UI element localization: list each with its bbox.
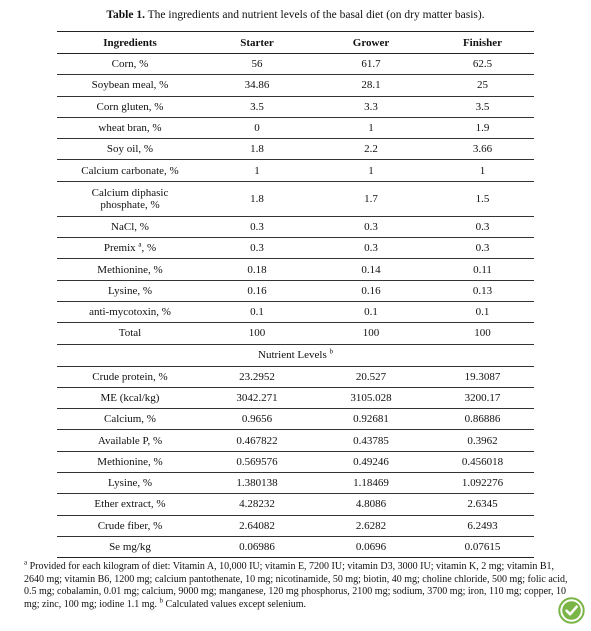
ingredient-name: Calcium carbonate, % <box>57 160 203 181</box>
grower-value: 1.18469 <box>311 473 431 494</box>
table-row <box>57 216 534 237</box>
finisher-value: 1.5 <box>431 181 534 216</box>
finisher-value: 0.1 <box>431 301 534 322</box>
starter-value: 23.2952 <box>203 366 311 387</box>
header-grower: Grower <box>311 32 431 54</box>
ingredient-name-line1: Calcium diphasic <box>91 186 169 199</box>
footnote-marker-b: b <box>159 596 164 605</box>
finisher-value: 0.11 <box>431 259 534 280</box>
grower-value: 0.43785 <box>311 430 431 451</box>
ingredient-name <box>57 238 203 259</box>
starter-value: 34.86 <box>203 75 311 96</box>
starter-value: 56 <box>203 54 311 75</box>
starter-value: 0.1 <box>203 301 311 322</box>
nutrient-name: Crude fiber, % <box>57 515 203 536</box>
grower-value: 28.1 <box>311 75 431 96</box>
table-row <box>57 238 534 259</box>
starter-value: 4.28232 <box>203 494 311 515</box>
grower-value: 2.6282 <box>311 515 431 536</box>
finisher-value: 1.092276 <box>431 473 534 494</box>
grower-value: 4.8086 <box>311 494 431 515</box>
ingredient-name-line2: phosphate, % <box>100 198 160 211</box>
header-starter: Starter <box>203 32 311 54</box>
table-caption <box>0 8 591 22</box>
finisher-value: 0.13 <box>431 280 534 301</box>
table-label: Table 1. <box>106 9 145 21</box>
finisher-value: 0.456018 <box>431 451 534 472</box>
table-row <box>57 139 534 160</box>
finisher-value: 1 <box>431 160 534 181</box>
table-row <box>57 301 534 322</box>
grower-value: 1 <box>311 117 431 138</box>
table-title: The ingredients and nutrient levels of the basal diet (on dry matter basis). <box>147 9 485 21</box>
starter-value: 1.380138 <box>203 473 311 494</box>
starter-value: 0.16 <box>203 280 311 301</box>
starter-value: 100 <box>203 323 311 344</box>
nutrient-name: Methionine, % <box>57 451 203 472</box>
header-row <box>57 32 534 54</box>
nutrient-name: Crude protein, % <box>57 366 203 387</box>
footnote-marker-a: a <box>24 558 28 567</box>
table-row <box>57 409 534 430</box>
finisher-value: 25 <box>431 75 534 96</box>
ingredient-name: Corn gluten, % <box>57 96 203 117</box>
ingredient-name: Corn, % <box>57 54 203 75</box>
nutrient-subheading <box>57 344 534 366</box>
ingredient-name: Soy oil, % <box>57 139 203 160</box>
grower-value: 2.2 <box>311 139 431 160</box>
grower-value: 0.3 <box>311 216 431 237</box>
finisher-value: 2.6345 <box>431 494 534 515</box>
starter-value: 0.06986 <box>203 536 311 557</box>
grower-value: 3105.028 <box>311 387 431 408</box>
nutrient-heading-text: Nutrient Levels <box>258 349 327 362</box>
finisher-value: 0.07615 <box>431 536 534 557</box>
ingredient-name-suffix: , % <box>141 242 157 255</box>
header-finisher: Finisher <box>431 32 534 54</box>
check-leaf-icon[interactable] <box>558 597 585 624</box>
footnote-a-text: Provided for each kilogram of diet: Vitamin A, 10,000 IU; vitamin E, 7200 IU; vitamin D3, 3000 IU; vitamin K, 2 mg; vitamin B1, 2640 mg; vitamin B6, 1200 mg; calcium pantothenate, 10 mg; nicotinamide, 50 mg; biotin, 40 mg; choline chloride, 500 mg; folic acid, 0.5 mg; cobalamin, 0.01 mg; calcium, 9000 mg; manganese, 120 mg phosphorus, 2100 mg; sodium, 3700 mg; iron, 110 mg; copper, 10 mg; zinc, 100 mg; iodine 1.1 mg. <box>24 561 568 610</box>
table-row <box>57 536 534 557</box>
table-row <box>57 117 534 138</box>
grower-value: 0.92681 <box>311 409 431 430</box>
finisher-value: 100 <box>431 323 534 344</box>
starter-value: 0 <box>203 117 311 138</box>
ingredient-name: wheat bran, % <box>57 117 203 138</box>
footnote-marker-a: a <box>138 240 142 249</box>
grower-value: 0.16 <box>311 280 431 301</box>
table-row <box>57 430 534 451</box>
nutrient-name: ME (kcal/kg) <box>57 387 203 408</box>
finisher-value: 3.5 <box>431 96 534 117</box>
finisher-value: 6.2493 <box>431 515 534 536</box>
finisher-value: 0.3962 <box>431 430 534 451</box>
table-row <box>57 75 534 96</box>
finisher-value: 0.3 <box>431 216 534 237</box>
table-row <box>57 160 534 181</box>
data-table <box>57 31 534 558</box>
table-row <box>57 387 534 408</box>
starter-value: 3.5 <box>203 96 311 117</box>
starter-value: 0.569576 <box>203 451 311 472</box>
grower-value: 3.3 <box>311 96 431 117</box>
grower-value: 20.527 <box>311 366 431 387</box>
finisher-value: 0.3 <box>431 238 534 259</box>
starter-value: 2.64082 <box>203 515 311 536</box>
ingredient-name: Methionine, % <box>57 259 203 280</box>
nutrient-subheading-row <box>57 344 534 366</box>
table-row <box>57 451 534 472</box>
grower-value: 0.1 <box>311 301 431 322</box>
starter-value: 0.18 <box>203 259 311 280</box>
grower-value: 1.7 <box>311 181 431 216</box>
table-footnote <box>24 558 569 611</box>
finisher-value: 0.86886 <box>431 409 534 430</box>
finisher-value: 62.5 <box>431 54 534 75</box>
footnote-marker-b: b <box>329 347 333 356</box>
header-ingredients: Ingredients <box>57 32 203 54</box>
table-row <box>57 366 534 387</box>
ingredient-name-text: Premix <box>103 242 139 255</box>
nutrient-name: Se mg/kg <box>57 536 203 557</box>
starter-value: 1.8 <box>203 181 311 216</box>
ingredient-name <box>57 181 203 216</box>
grower-value: 100 <box>311 323 431 344</box>
starter-value: 3042.271 <box>203 387 311 408</box>
total-row <box>57 323 534 344</box>
grower-value: 0.3 <box>311 238 431 259</box>
table-row <box>57 96 534 117</box>
table-row <box>57 54 534 75</box>
table-row <box>57 280 534 301</box>
table-row <box>57 259 534 280</box>
ingredient-name: Total <box>57 323 203 344</box>
nutrient-name: Lysine, % <box>57 473 203 494</box>
nutrient-name: Ether extract, % <box>57 494 203 515</box>
nutrient-name: Calcium, % <box>57 409 203 430</box>
table-row <box>57 473 534 494</box>
grower-value: 1 <box>311 160 431 181</box>
table-row <box>57 515 534 536</box>
nutrient-name: Available P, % <box>57 430 203 451</box>
ingredient-name: Soybean meal, % <box>57 75 203 96</box>
ingredient-name: Lysine, % <box>57 280 203 301</box>
ingredient-name: NaCl, % <box>57 216 203 237</box>
grower-value: 0.49246 <box>311 451 431 472</box>
footnote-b-text: Calculated values except selenium. <box>165 598 307 610</box>
table-row <box>57 181 534 216</box>
grower-value: 61.7 <box>311 54 431 75</box>
grower-value: 0.0696 <box>311 536 431 557</box>
table-row <box>57 494 534 515</box>
starter-value: 0.3 <box>203 216 311 237</box>
starter-value: 0.467822 <box>203 430 311 451</box>
ingredient-name: anti-mycotoxin, % <box>57 301 203 322</box>
finisher-value: 1.9 <box>431 117 534 138</box>
starter-value: 1 <box>203 160 311 181</box>
finisher-value: 3.66 <box>431 139 534 160</box>
starter-value: 0.9656 <box>203 409 311 430</box>
finisher-value: 3200.17 <box>431 387 534 408</box>
starter-value: 0.3 <box>203 238 311 259</box>
starter-value: 1.8 <box>203 139 311 160</box>
finisher-value: 19.3087 <box>431 366 534 387</box>
grower-value: 0.14 <box>311 259 431 280</box>
